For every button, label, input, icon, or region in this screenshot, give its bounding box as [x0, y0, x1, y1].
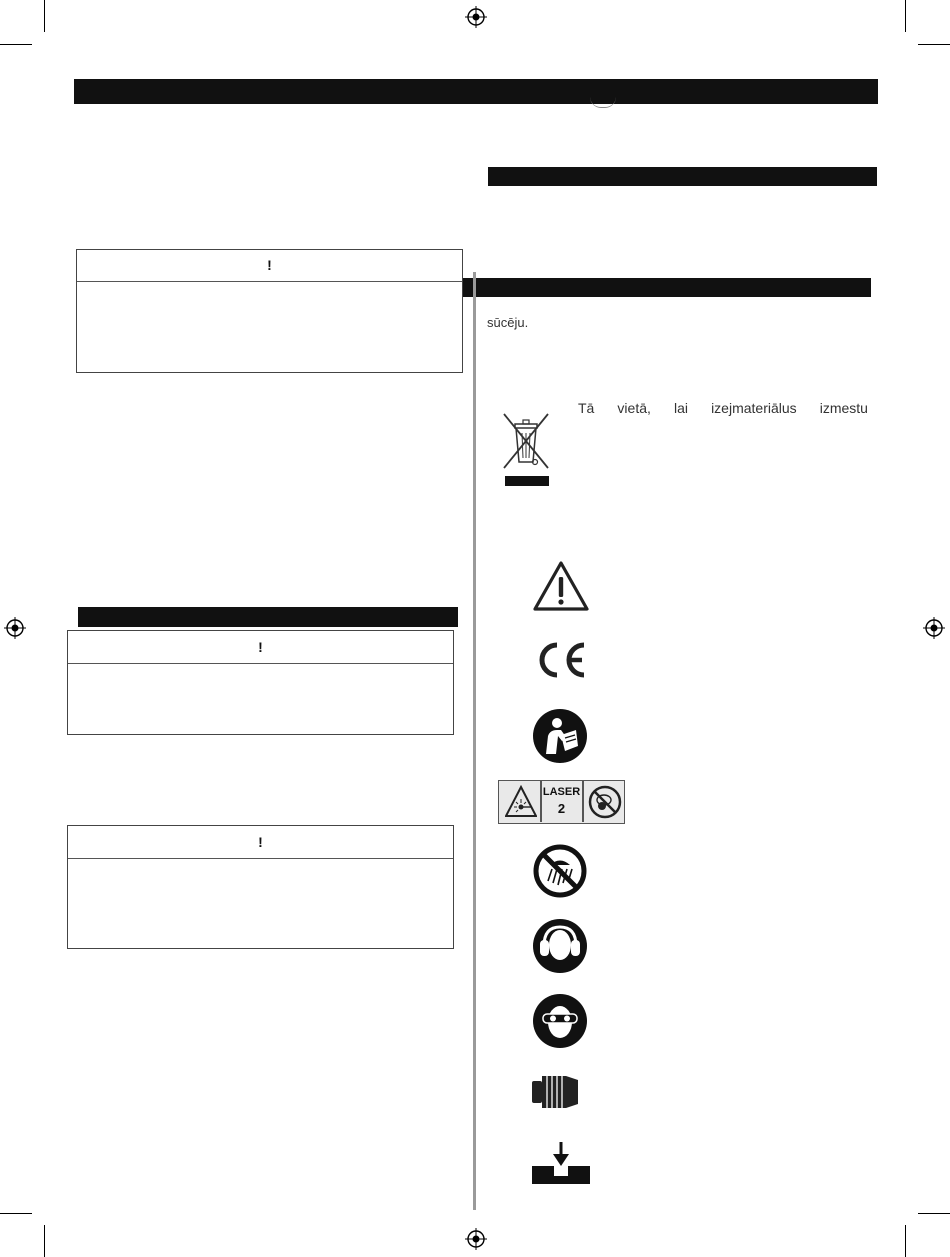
header-bar-notch: [590, 97, 616, 108]
crop-mark: [44, 1225, 45, 1257]
crop-mark: [44, 0, 45, 32]
section-heading-bar: [460, 278, 871, 297]
crop-mark: [918, 44, 950, 45]
paragraph-fragment: sūcēju.: [487, 315, 529, 330]
drilling-depth-icon: [530, 1140, 592, 1188]
warning-box-header: [68, 631, 453, 664]
text-word: izejmateriālus: [711, 400, 797, 416]
registration-mark-icon: [4, 617, 26, 639]
registration-mark-icon: [465, 1228, 487, 1250]
warning-mark: !: [258, 834, 263, 850]
crop-mark: [918, 1213, 950, 1214]
ear-protection-icon: [532, 918, 588, 974]
warning-mark: !: [258, 639, 263, 655]
laser-label-line1: LASER: [542, 786, 581, 798]
laser-class-label: [498, 780, 625, 824]
drill-chuck-icon: [530, 1072, 582, 1112]
no-stare-into-beam-icon: [587, 784, 623, 820]
crop-mark: [905, 1225, 906, 1257]
text-word: izmestu: [819, 400, 868, 416]
disposal-text-line: [578, 400, 868, 416]
text-word: Tā: [578, 400, 595, 416]
crop-mark: [0, 1213, 32, 1214]
page-header-bar: [74, 79, 878, 104]
do-not-expose-to-rain-icon: [532, 843, 588, 899]
laser-label-line2: 2: [557, 801, 566, 816]
section-heading-bar: [78, 607, 458, 627]
crop-mark: [905, 0, 906, 32]
warning-box-header: [77, 250, 462, 282]
column-divider: [473, 272, 476, 1210]
crop-mark: [0, 44, 32, 45]
warning-box-header: [68, 826, 453, 859]
registration-mark-icon: [923, 617, 945, 639]
read-manual-icon: [532, 708, 588, 764]
warning-box: [76, 249, 463, 373]
registration-mark-icon: [465, 6, 487, 28]
warning-box: [67, 825, 454, 949]
crossed-out-bin-icon: [501, 410, 551, 488]
ce-mark-icon: [532, 640, 590, 680]
warning-box: [67, 630, 454, 735]
text-word: vietā,: [617, 400, 651, 416]
section-heading-bar: [488, 167, 877, 186]
laser-label-divider: [582, 781, 584, 822]
warning-mark: !: [267, 257, 272, 273]
eye-protection-icon: [532, 993, 588, 1049]
warning-triangle-icon: [532, 560, 590, 612]
text-word: lai: [673, 400, 688, 416]
laser-radiation-icon: [505, 785, 537, 819]
